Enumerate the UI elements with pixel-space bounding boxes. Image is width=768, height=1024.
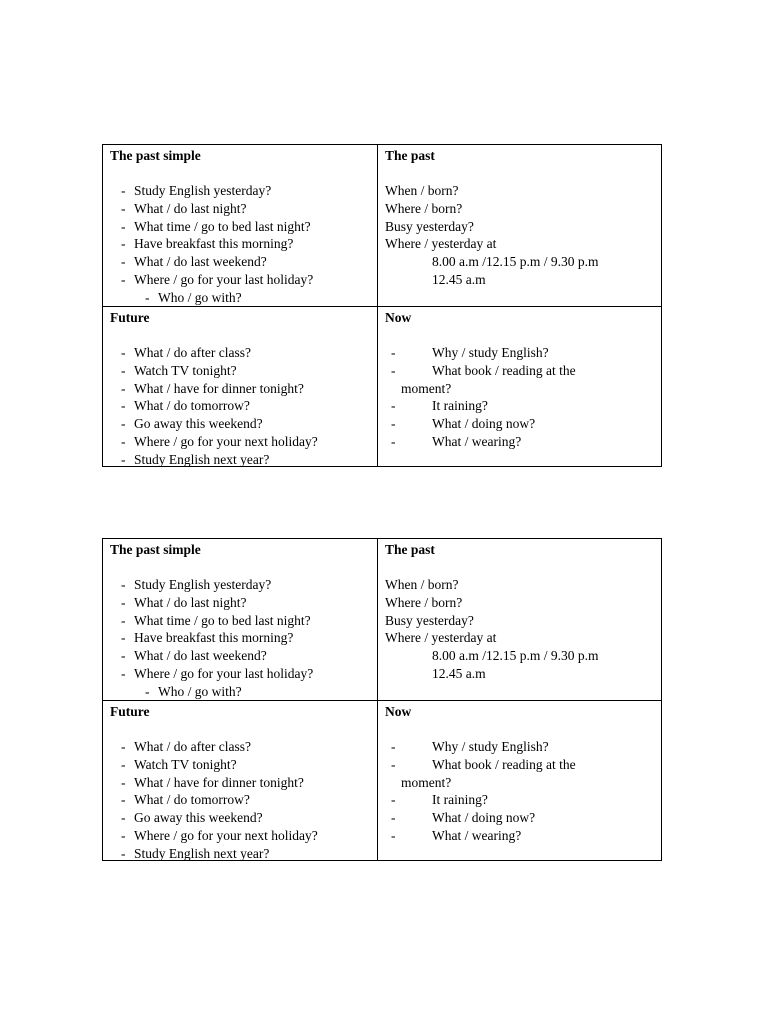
- past-simple-cell: [103, 145, 377, 306]
- list-item: - What / wearing?: [391, 433, 522, 449]
- future-cell: [103, 701, 377, 861]
- list-item: - Where / go for your next holiday?: [121, 827, 318, 843]
- list-item: - What / have for dinner tonight?: [121, 380, 304, 396]
- list-item: - What time / go to bed last night?: [121, 612, 311, 628]
- list-item: - What book / reading at the: [391, 362, 576, 378]
- list-item: Busy yesterday?: [385, 218, 474, 234]
- list-item: - Who / go with?: [145, 683, 242, 699]
- list-item: 8.00 a.m /12.15 p.m / 9.30 p.m: [432, 648, 599, 664]
- list-item: 12.45 a.m: [432, 665, 486, 681]
- past-heading: The past: [385, 148, 435, 163]
- list-item: - Have breakfast this morning?: [121, 630, 294, 646]
- list-item: - Study English next year?: [121, 451, 270, 467]
- now-cell: [378, 701, 662, 861]
- question-card-2: [102, 538, 662, 861]
- now-heading: Now: [385, 704, 412, 719]
- future-cell: [103, 307, 377, 467]
- list-item: Where / yesterday at: [385, 630, 497, 646]
- now-cell: [378, 307, 662, 467]
- list-item: - What / wearing?: [391, 827, 522, 843]
- list-item: - Where / go for your next holiday?: [121, 433, 318, 449]
- past-simple-heading: The past simple: [110, 542, 201, 557]
- list-item: - What / do last night?: [121, 200, 247, 216]
- list-item: - Go away this weekend?: [121, 810, 263, 826]
- list-item: Where / born?: [385, 200, 463, 216]
- list-item: - It raining?: [391, 792, 488, 808]
- list-item: - Watch TV tonight?: [121, 756, 237, 772]
- list-item: moment?: [401, 774, 452, 790]
- future-heading: Future: [110, 310, 150, 325]
- list-item: - Study English next year?: [121, 845, 270, 861]
- past-cell: [378, 145, 662, 306]
- now-heading: Now: [385, 310, 412, 325]
- list-item: - Where / go for your last holiday?: [121, 665, 314, 681]
- question-card-1: [102, 144, 662, 467]
- list-item: - What / do last night?: [121, 594, 247, 610]
- list-item: Where / born?: [385, 594, 463, 610]
- list-item: - Why / study English?: [391, 739, 549, 754]
- list-item: When / born?: [385, 183, 459, 198]
- list-item: - What / do last weekend?: [121, 254, 267, 270]
- list-item: - Study English yesterday?: [121, 183, 272, 198]
- list-item: - Study English yesterday?: [121, 577, 272, 592]
- past-simple-cell: [103, 539, 377, 700]
- list-item: - What / do tomorrow?: [121, 398, 250, 414]
- list-item: - Where / go for your last holiday?: [121, 271, 314, 287]
- list-item: - Watch TV tonight?: [121, 362, 237, 378]
- list-item: - Have breakfast this morning?: [121, 236, 294, 252]
- list-item: - Who / go with?: [145, 289, 242, 305]
- list-item: - What / do last weekend?: [121, 648, 267, 664]
- list-item: - What / do after class?: [121, 739, 251, 754]
- list-item: - What / do tomorrow?: [121, 792, 250, 808]
- list-item: - What / doing now?: [391, 810, 536, 826]
- list-item: - Why / study English?: [391, 345, 549, 360]
- future-heading: Future: [110, 704, 150, 719]
- list-item: Busy yesterday?: [385, 612, 474, 628]
- past-simple-heading: The past simple: [110, 148, 201, 163]
- list-item: Where / yesterday at: [385, 236, 497, 252]
- list-item: - It raining?: [391, 398, 488, 414]
- list-item: - What / have for dinner tonight?: [121, 774, 304, 790]
- list-item: When / born?: [385, 577, 459, 592]
- list-item: - What / do after class?: [121, 345, 251, 360]
- list-item: - What / doing now?: [391, 416, 536, 432]
- past-cell: [378, 539, 662, 700]
- list-item: 12.45 a.m: [432, 271, 486, 287]
- list-item: 8.00 a.m /12.15 p.m / 9.30 p.m: [432, 254, 599, 270]
- list-item: - What book / reading at the: [391, 756, 576, 772]
- list-item: - What time / go to bed last night?: [121, 218, 311, 234]
- past-heading: The past: [385, 542, 435, 557]
- list-item: - Go away this weekend?: [121, 416, 263, 432]
- list-item: moment?: [401, 380, 452, 396]
